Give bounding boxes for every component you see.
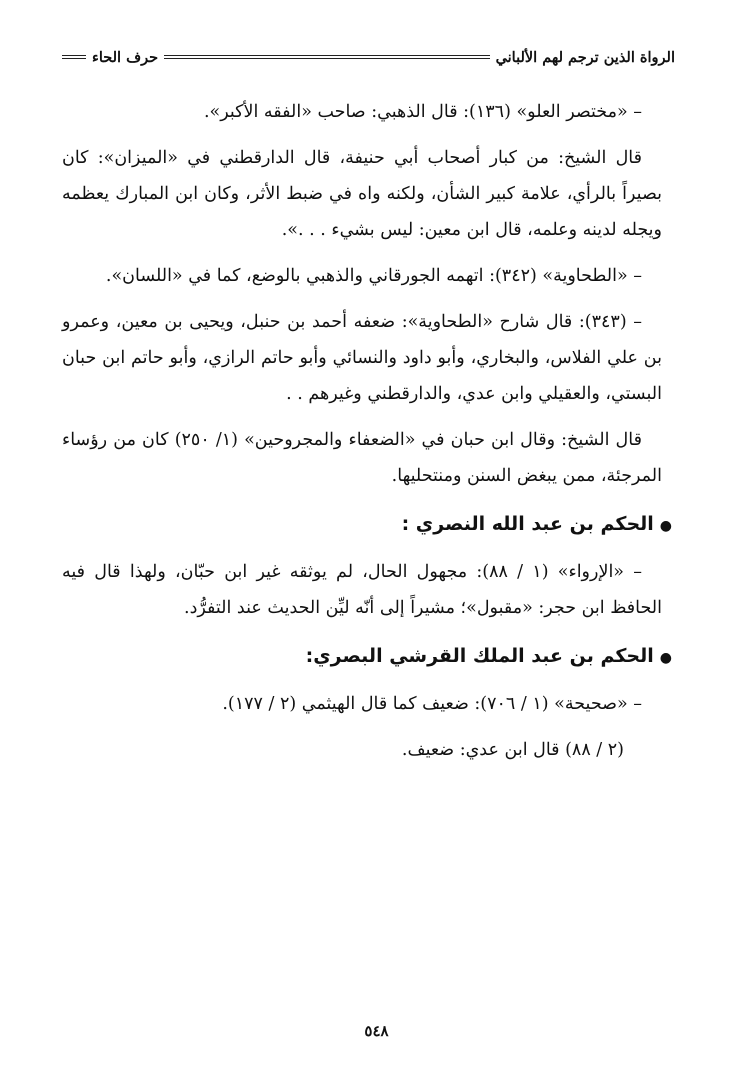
paragraph: – «الطحاوية» (٣٤٢): اتهمه الجورقاني والذهبي بالوضع، كما في «اللسان». (105, 266, 642, 286)
paragraph: (٢ / ٨٨) قال ابن عدي: ضعيف. (401, 740, 624, 760)
paragraph: قال الشيخ: من كبار أصحاب أبي حنيفة، قال الدارقطني في «الميزان»: كان بصيراً بالرأي، علامة كبير الشأن، ولكنه واه في ضبط الأثر، وكان ابن المبارك يعظمه ويجله لدينه وعلمه، قال ابن معين: ليس بشيء . . .». (62, 148, 662, 240)
header-rule (164, 55, 489, 59)
page-number: ٥٤٨ (364, 1022, 389, 1040)
bullet-icon: ● (659, 518, 672, 534)
heading-text: الحكم بن عبد الملك القرشي البصري: (305, 645, 654, 667)
narrator-heading (62, 638, 672, 676)
bullet-icon: ● (659, 650, 672, 666)
running-header (62, 44, 675, 70)
paragraph: قال الشيخ: وقال ابن حبان في «الضعفاء والمجروحين» (١/ ٢٥٠) كان من رؤساء المرجئة، ممن يبغض السنن ومنتحليها. (62, 430, 662, 486)
paragraph: – «مختصر العلو» (١٣٦): قال الذهبي: صاحب «الفقه الأكبر». (203, 102, 642, 122)
paragraph: – «صحيحة» (١ / ٧٠٦): ضعيف كما قال الهيثمي (٢ / ١٧٧). (222, 694, 642, 714)
header-rule-short (62, 55, 86, 59)
paragraph: – (٣٤٣): قال شارح «الطحاوية»: ضعفه أحمد بن حنبل، ويحيى بن معين، وعمرو بن علي الفلاس، والبخاري، وأبو داود والنسائي وأبو حاتم الرازي، وأبو حاتم ابن حبان البستي، والعقيلي وابن عدي، والدارقطني وغيرهم . . (62, 312, 662, 404)
section-title: حرف الحاء (92, 48, 159, 66)
heading-text: الحكم بن عبد الله النصري : (401, 513, 654, 535)
page-body (62, 94, 672, 778)
narrator-heading (62, 506, 672, 544)
paragraph: – «الإرواء» (١ / ٨٨): مجهول الحال، لم يوثقه غير ابن حبّان، ولهذا قال فيه الحافظ ابن حجر: «مقبول»؛ مشيراً إلى أنّه ليِّن الحديث عند التفرُّد. (62, 562, 662, 618)
book-title: الرواة الذين ترجم لهم الألباني (495, 48, 675, 66)
